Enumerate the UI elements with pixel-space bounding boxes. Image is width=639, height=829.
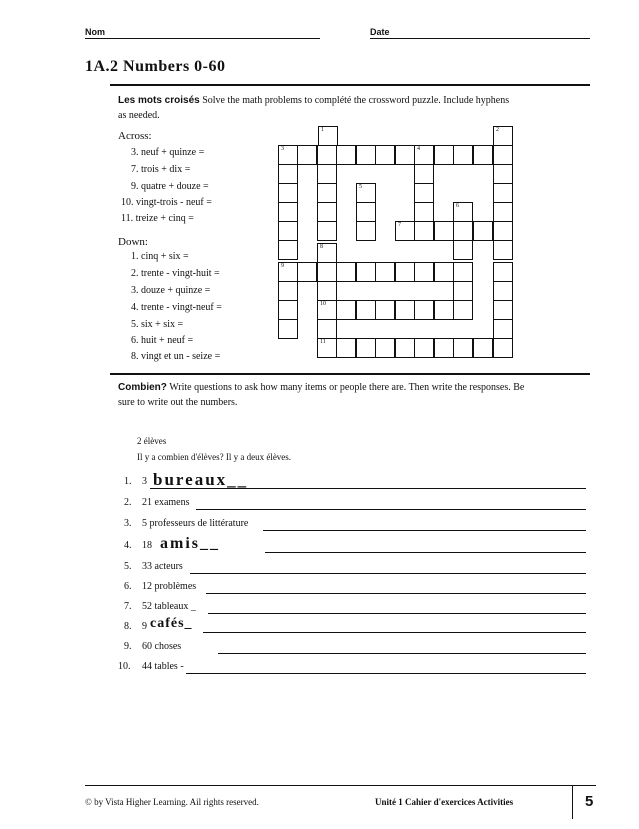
item-number: 2. xyxy=(124,497,132,508)
handwritten-answer: cafés_ xyxy=(150,616,193,631)
unit-text: Unité 1 Cahier d'exercices Activities xyxy=(375,797,514,807)
crossword-cell[interactable]: 9 xyxy=(278,262,298,282)
crossword-cell[interactable] xyxy=(317,202,337,222)
crossword-cell[interactable] xyxy=(453,300,473,320)
crossword-cell[interactable] xyxy=(278,240,298,260)
crossword-cell[interactable] xyxy=(493,202,513,222)
footer-divider xyxy=(572,785,573,819)
crossword-cell[interactable] xyxy=(317,183,337,203)
crossword-cell[interactable] xyxy=(434,145,454,165)
crossword-cell[interactable] xyxy=(356,300,376,320)
answer-line[interactable] xyxy=(190,573,586,574)
crossword-cell[interactable] xyxy=(414,338,434,358)
crossword-cell[interactable] xyxy=(395,300,415,320)
crossword-cell[interactable] xyxy=(317,262,337,282)
crossword-cell[interactable] xyxy=(356,338,376,358)
down-clue-3: 3. douze + quinze = xyxy=(131,285,211,296)
crossword-cell[interactable] xyxy=(317,221,337,241)
answer-line[interactable] xyxy=(186,673,586,674)
date-label: Date xyxy=(370,27,390,37)
nom-label: Nom xyxy=(85,27,105,37)
crossword-cell[interactable] xyxy=(493,145,513,165)
item-number: 3. xyxy=(124,518,132,529)
crossword-cell[interactable] xyxy=(317,145,337,165)
crossword-instructions xyxy=(118,93,588,123)
crossword-cell[interactable] xyxy=(317,281,337,301)
across-label: Across: xyxy=(118,130,152,142)
item-number: 5. xyxy=(124,561,132,572)
item-prompt: 18 xyxy=(142,540,152,551)
crossword-cell[interactable] xyxy=(414,183,434,203)
crossword-cell[interactable] xyxy=(317,319,337,339)
answer-line[interactable] xyxy=(150,488,586,489)
across-clue-3: 3. neuf + quinze = xyxy=(131,147,205,158)
model-answer: Il y a combien d'élèves? Il y a deux élèves. xyxy=(137,452,292,462)
answer-line[interactable] xyxy=(196,509,586,510)
crossword-cell[interactable]: 1 xyxy=(318,126,338,146)
answer-line[interactable] xyxy=(263,530,586,531)
answer-line[interactable] xyxy=(218,653,586,654)
item-prompt: 12 problèmes xyxy=(142,581,197,592)
crossword-cell[interactable] xyxy=(414,221,434,241)
item-number: 10. xyxy=(118,661,131,672)
crossword-cell[interactable] xyxy=(473,145,493,165)
combien-heading: Combien? xyxy=(118,382,167,393)
item-prompt: 21 examens xyxy=(142,497,190,508)
page-number: 5 xyxy=(585,793,594,810)
handwritten-answer: bureaux__ xyxy=(153,470,249,489)
answer-line[interactable] xyxy=(206,593,586,594)
crossword-cell[interactable] xyxy=(336,338,356,358)
crossword-cell[interactable] xyxy=(278,300,298,320)
item-prompt: 33 acteurs xyxy=(142,561,183,572)
crossword-cell[interactable]: 4 xyxy=(414,145,434,165)
crossword-cell[interactable] xyxy=(375,145,395,165)
crossword-instructions-text-2: as needed. xyxy=(118,110,160,121)
crossword-grid xyxy=(278,126,514,359)
crossword-cell[interactable]: 5 xyxy=(356,183,376,203)
crossword-cell[interactable] xyxy=(336,300,356,320)
down-clue-1: 1. cinq + six = xyxy=(131,251,189,262)
answer-line[interactable] xyxy=(203,632,586,633)
crossword-cell[interactable] xyxy=(375,338,395,358)
crossword-cell[interactable] xyxy=(493,164,513,184)
crossword-cell[interactable] xyxy=(395,262,415,282)
crossword-cell[interactable] xyxy=(453,281,473,301)
model-prompt: 2 élèves xyxy=(137,436,167,446)
crossword-cell[interactable] xyxy=(278,202,298,222)
down-clue-4: 4. trente - vingt-neuf = xyxy=(131,302,222,313)
crossword-cell[interactable] xyxy=(493,319,513,339)
crossword-cell[interactable] xyxy=(297,262,317,282)
across-clue-10: 10. vingt-trois - neuf = xyxy=(121,197,212,208)
crossword-cell[interactable] xyxy=(297,145,317,165)
crossword-cell[interactable] xyxy=(493,240,513,260)
crossword-cell[interactable] xyxy=(493,300,513,320)
crossword-cell[interactable] xyxy=(395,338,415,358)
footer-rule xyxy=(85,785,596,786)
crossword-cell[interactable] xyxy=(434,338,454,358)
crossword-cell[interactable]: 6 xyxy=(453,202,473,222)
crossword-cell[interactable] xyxy=(356,145,376,165)
crossword-cell[interactable] xyxy=(493,338,513,358)
item-number: 8. xyxy=(124,621,132,632)
page-title: 1A.2 Numbers 0-60 xyxy=(85,58,226,75)
date-line[interactable] xyxy=(370,38,590,39)
crossword-cell[interactable] xyxy=(453,221,473,241)
crossword-cell[interactable]: 2 xyxy=(493,126,513,146)
item-number: 9. xyxy=(124,641,132,652)
crossword-cell[interactable] xyxy=(414,262,434,282)
answer-line[interactable] xyxy=(265,552,586,553)
crossword-cell[interactable] xyxy=(356,221,376,241)
crossword-heading: Les mots croisés xyxy=(118,95,200,106)
handwritten-answer: amis__ xyxy=(160,535,220,552)
crossword-cell[interactable] xyxy=(493,281,513,301)
item-prompt: 5 professeurs de littérature xyxy=(142,518,249,529)
item-number: 6. xyxy=(124,581,132,592)
crossword-cell[interactable]: 7 xyxy=(395,221,415,241)
crossword-instructions-text: Solve the math problems to complété the crossword puzzle. Include hyphens xyxy=(202,95,510,106)
crossword-cell[interactable] xyxy=(395,145,415,165)
crossword-cell[interactable] xyxy=(434,300,454,320)
crossword-cell[interactable] xyxy=(278,221,298,241)
item-number: 4. xyxy=(124,540,132,551)
item-prompt: 9 xyxy=(142,621,147,632)
crossword-cell[interactable] xyxy=(414,300,434,320)
crossword-cell[interactable] xyxy=(278,319,298,339)
crossword-cell[interactable] xyxy=(493,262,513,282)
crossword-cell[interactable] xyxy=(434,262,454,282)
crossword-cell[interactable]: 10 xyxy=(317,300,337,320)
nom-line[interactable] xyxy=(85,38,320,39)
crossword-cell[interactable] xyxy=(278,183,298,203)
crossword-cell[interactable] xyxy=(453,145,473,165)
across-clue-9: 9. quatre + douze = xyxy=(131,181,209,192)
answer-line[interactable] xyxy=(208,613,586,614)
crossword-cell[interactable]: 3 xyxy=(278,145,298,165)
down-clue-6: 6. huit + neuf = xyxy=(131,335,194,346)
crossword-cell[interactable] xyxy=(375,300,395,320)
crossword-cell[interactable] xyxy=(356,202,376,222)
crossword-cell[interactable] xyxy=(414,164,434,184)
item-number: 7. xyxy=(124,601,132,612)
copyright-text: © by Vista Higher Learning. Ail rights reserved. xyxy=(85,797,259,807)
crossword-cell[interactable] xyxy=(493,183,513,203)
item-prompt: 44 tables - xyxy=(142,661,184,672)
section-rule xyxy=(110,373,590,375)
crossword-cell[interactable] xyxy=(336,145,356,165)
combien-instructions xyxy=(118,380,588,410)
crossword-cell[interactable] xyxy=(278,164,298,184)
crossword-cell[interactable] xyxy=(453,338,473,358)
crossword-cell[interactable] xyxy=(473,221,493,241)
item-prompt: 3 xyxy=(142,476,147,487)
item-prompt: 60 choses xyxy=(142,641,182,652)
title-rule xyxy=(110,84,590,86)
combien-instructions-text-2: sure to write out the numbers. xyxy=(118,397,238,408)
item-number: 1. xyxy=(124,476,132,487)
item-prompt: 52 tableaux _ xyxy=(142,601,196,612)
crossword-cell[interactable] xyxy=(493,221,513,241)
across-clue-11: 11. treize + cinq = xyxy=(121,213,194,224)
down-clue-5: 5. six + six = xyxy=(131,319,184,330)
crossword-cell[interactable] xyxy=(434,221,454,241)
across-clue-7: 7. trois + dix = xyxy=(131,164,191,175)
crossword-cell[interactable] xyxy=(336,262,356,282)
crossword-cell[interactable] xyxy=(375,262,395,282)
crossword-cell[interactable] xyxy=(356,262,376,282)
combien-instructions-text: Write questions to ask how many items or people there are. Then write the responses. Be xyxy=(169,382,525,393)
crossword-cell[interactable]: 11 xyxy=(317,338,337,358)
down-clue-8: 8. vingt et un - seize = xyxy=(131,351,221,362)
crossword-cell[interactable] xyxy=(453,262,473,282)
crossword-cell[interactable]: 8 xyxy=(317,243,337,263)
down-clue-2: 2. trente - vingt-huit = xyxy=(131,268,220,279)
crossword-cell[interactable] xyxy=(473,338,493,358)
crossword-cell[interactable] xyxy=(278,281,298,301)
crossword-cell[interactable] xyxy=(317,164,337,184)
crossword-cell[interactable] xyxy=(414,202,434,222)
down-label: Down: xyxy=(118,236,148,248)
crossword-cell[interactable] xyxy=(453,240,473,260)
